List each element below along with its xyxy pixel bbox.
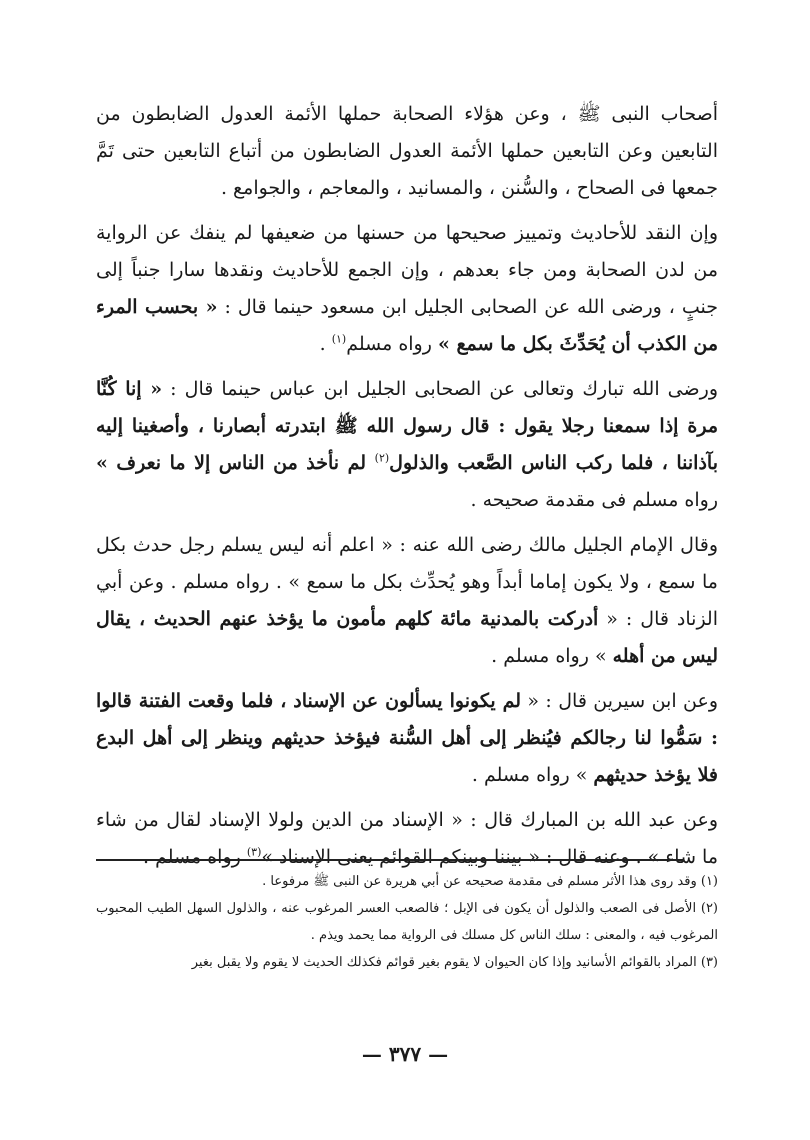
paragraph-1	[96, 96, 718, 207]
page-number: — ٣٧٧ —	[361, 1042, 449, 1066]
footnote-separator	[96, 859, 684, 861]
text-segment: لم يكونوا يسألون عن الإسناد ، فلما وقعت الفتنة قالوا : سَمُّوا لنا رجالكم فيُنظر إلى أهل السُّنة فيؤخذ حديثهم وينظر إلى أهل البدع فلا يؤخذ حديثهم	[96, 690, 718, 786]
paragraph-6	[96, 802, 718, 876]
text-segment: « بحسب المرء من الكذب أن يُحَدِّثَ بكل ما سمع »	[96, 296, 718, 355]
footnote-2: (٢) الأصل فى الصعب والذلول أن يكون فى الإبل ؛ فالصعب العسر المرغوب عنه ، والذلول السهل الطيب المحبوب المرغوب فيه ، والمعنى : سلك الناس كل مسلك فى الرواية مما يحمد ويذم .	[96, 901, 718, 943]
text-segment: أصحاب النبى ﷺ ، وعن هؤلاء الصحابة حملها الأئمة العدول الضابطون من التابعين وعن التابعين حملها الأئمة العدول الضابطون من أتباع التابعين حتى تَمَّ جمعها فى الصحاح ، والسُّنن ، والمسانيد ، والمعاجم ، والجوامع .	[96, 103, 718, 199]
text-segment: رواه مسلم .	[143, 846, 247, 868]
text-segment: رواه مسلم	[346, 333, 438, 355]
text-segment: وعن عبد الله بن المبارك قال : « الإسناد من الدين ولولا الإسناد لقال من شاء ما شاء » . وعنه قال : « بيننا وبينكم القوائم يعنى الإسناد »	[96, 809, 718, 868]
paragraph-2	[96, 215, 718, 363]
paragraph-5	[96, 683, 718, 794]
text-segment: » رواه مسلم .	[491, 645, 613, 667]
text-segment: أدركت بالمدنية مائة كلهم مأمون ما يؤخذ عنهم الحديث ، يقال ليس من أهله	[96, 608, 718, 667]
text-segment: .	[319, 333, 332, 355]
footnote-1: (١) وقد روى هذا الأثر مسلم فى مقدمة صحيحه عن أبي هريرة عن النبى ﷺ مرفوعا .	[262, 874, 718, 889]
footnote-ref: (٣)	[246, 845, 262, 859]
footnote-ref: (١)	[331, 332, 347, 346]
text-segment: وقال الإمام الجليل مالك رضى الله عنه : « اعلم أنه ليس يسلم رجل حدث بكل ما سمع ، ولا يكون إماما أبداً وهو يُحدِّث بكل ما سمع » . رواه مسلم . وعن أبي الزناد قال : «	[96, 534, 718, 630]
text-segment: « إنا كُنَّا مرة إذا سمعنا رجلا يقول : قال رسول الله ﷺ ابتدرته أبصارنا ، وأصغينا إليه بآذاننا ، فلما ركب الناس الصَّعب والذلول	[96, 378, 719, 474]
footnote-ref: (٢)	[374, 451, 390, 465]
main-text	[96, 96, 718, 876]
footnotes	[96, 868, 718, 976]
text-segment: وإن النقد للأحاديث وتمييز صحيحها من حسنها من ضعيفها لم ينفك عن الرواية من لدن الصحابة ومن جاء بعدهم ، وإن الجمع للأحاديث ونقدها سارا جنباً إلى جنبٍ ، ورضى الله عن الصحابى الجليل ابن مسعود حينما قال :	[96, 222, 719, 318]
text-segment: وعن ابن سيرين قال : «	[521, 690, 718, 712]
text-segment: رواه مسلم فى مقدمة صحيحه .	[470, 489, 718, 511]
paragraph-3	[96, 371, 718, 519]
text-segment: لم نأخذ من الناس إلا ما نعرف »	[96, 452, 375, 474]
text-segment: ورضى الله تبارك وتعالى عن الصحابى الجليل ابن عباس حينما قال :	[162, 378, 718, 400]
paragraph-4	[96, 527, 718, 675]
footnote-3: (٣) المراد بالقوائم الأسانيد وإذا كان الحيوان لا يقوم بغير قوائم فكذلك الحديث لا يقوم ولا يقبل بغير	[191, 955, 718, 970]
text-segment: » رواه مسلم .	[471, 764, 594, 786]
